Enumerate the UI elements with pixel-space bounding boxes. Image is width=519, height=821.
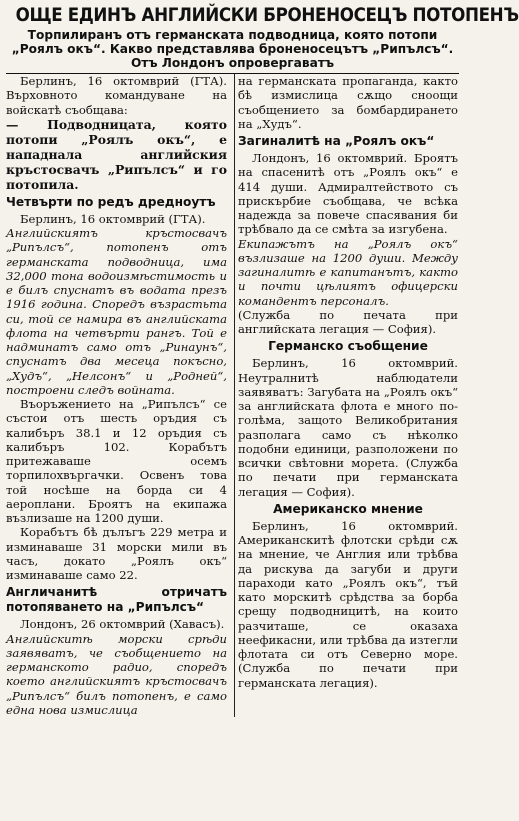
- subheadline: Торпилиранъ отъ германската подводница, която потопи „Роялъ окъ“. Какво представлява броненосецътъ „Рипълсъ“. Отъ Лондонъ опровергаватъ: [11, 28, 454, 70]
- article-columns: [6, 74, 459, 717]
- s1-lead: Берлинъ, 16 октомврий (ГТА).: [20, 211, 206, 226]
- left-intro: Берлинъ, 16 октомврий (ГТА). Върховното командуване на войскатѣ съобщава:: [6, 74, 227, 117]
- s2-armament: Въоръжението на „Рипълсъ“ се състои отъ шесть оръдия съ калибъръ 38.1 и 12 оръдия съ калибъръ 102. Корабътъ притежаваше осемъ торпилохвъргачки. Освенъ това той носѣше на борда си 4 аероплани. Броятъ на екипажа възлизаше на 1200 души.: [6, 397, 227, 525]
- s2-speed: Корабътъ бѣ дълъгъ 229 метра и изминаваше 31 морски мили въ часъ, докато „Роялъ окъ“ изминаваше само 22.: [6, 525, 227, 582]
- section-heading-german: Германско съобщение: [268, 339, 428, 354]
- left-column: [6, 74, 232, 717]
- section-heading-denial: Англичанитѣ отричатъ потопяването на „Рипълсъ“: [6, 585, 227, 615]
- r2-body: Берлинъ, 16 октомврий. Неутралнитѣ наблюдатели заявяватъ: Загубата на „Роялъ окъ“ за английската флота е много по-голѣма, защото Великобритания разполага само съ нѣколко подобни единици, разположени по всички свѣтовни морета. (Служба по печати при германската легация — София).: [238, 356, 458, 499]
- r1-source: (Служба по печата при английската легация — София).: [238, 307, 458, 336]
- section-heading-american: Американско мнение: [273, 501, 423, 516]
- section-heading-casualties: Загиналитѣ на „Роялъ окъ“: [238, 134, 435, 148]
- r3-body: Берлинъ, 16 октомврий. Американскитѣ флотски срѣди сѫ на мнение, че Англия или трѣбва да рискува да загуби и други параходи като „Роялъ окъ“, тъй като морскитѣ срѣдства за борба срещу подводницитѣ, на които разчиташе, се оказаха неефикасни, или трѣбва да изтегли флотата си отъ Северно море. (Служба по печати при германската легация).: [238, 518, 458, 690]
- s3-lead: Лондонъ, 26 октомврий (Хавасъ).: [20, 617, 225, 632]
- headline: ОЩЕ ЕДИНЪ АНГЛИЙСКИ БРОНЕНОСЕЦЪ ПОТОПЕНЪ: [15, 4, 519, 26]
- s1-body: Английскиятъ кръстосвачъ „Рипълсъ“, потопенъ отъ германската подводница, има 32,000 тона водоизмѣстимость и е билъ спуснатъ въ водата презъ 1916 година. Споредъ възрастьта си, той се намира въ английската флота на четвърти рангъ. Той е надминатъ само отъ „Ринаунъ“, спуснатъ два месеца покъсно, „Худъ“, „Нелсонъ“ и „Родней“, построени следъ войната.: [6, 226, 227, 397]
- column-divider: [234, 74, 235, 717]
- section-heading-dreadnought: Четвърти по редъ дредноутъ: [6, 194, 216, 209]
- r1-body: Лондонъ, 16 октомврий. Броятъ на спасенитѣ отъ „Роялъ окъ“ е 414 души. Адмиралтейството съ прискърбие съобщава, че всѣка надежда за повече спасявания би трѣбвало да се смѣта за изгубена.: [238, 151, 458, 237]
- s3-body: Английскитѣ морски срѣди заявяватъ, че съобщението на германското радио, споредъ което английскиятъ кръстосвачъ „Рипълсъ“ билъ потопенъ, е само една нова измислица: [6, 631, 227, 717]
- left-dispatch: — Подводницата, която потопи „Роялъ окъ“, е нападнала английския кръстосвачъ „Рипълсъ“ и го потопила.: [6, 116, 227, 192]
- right-continuation: на германската пропаганда, както бѣ измислица сѫщо сноощи съобщението за бомбардирането на „Худъ“.: [238, 74, 458, 131]
- r1-italic: Екипажътъ на „Роялъ окъ“ възлизаше на 1200 души. Между загиналитѣ е капитанътъ, както и почти цѣлиятъ офицерски командентъ персоналъ.: [238, 236, 458, 308]
- right-column: [232, 74, 458, 717]
